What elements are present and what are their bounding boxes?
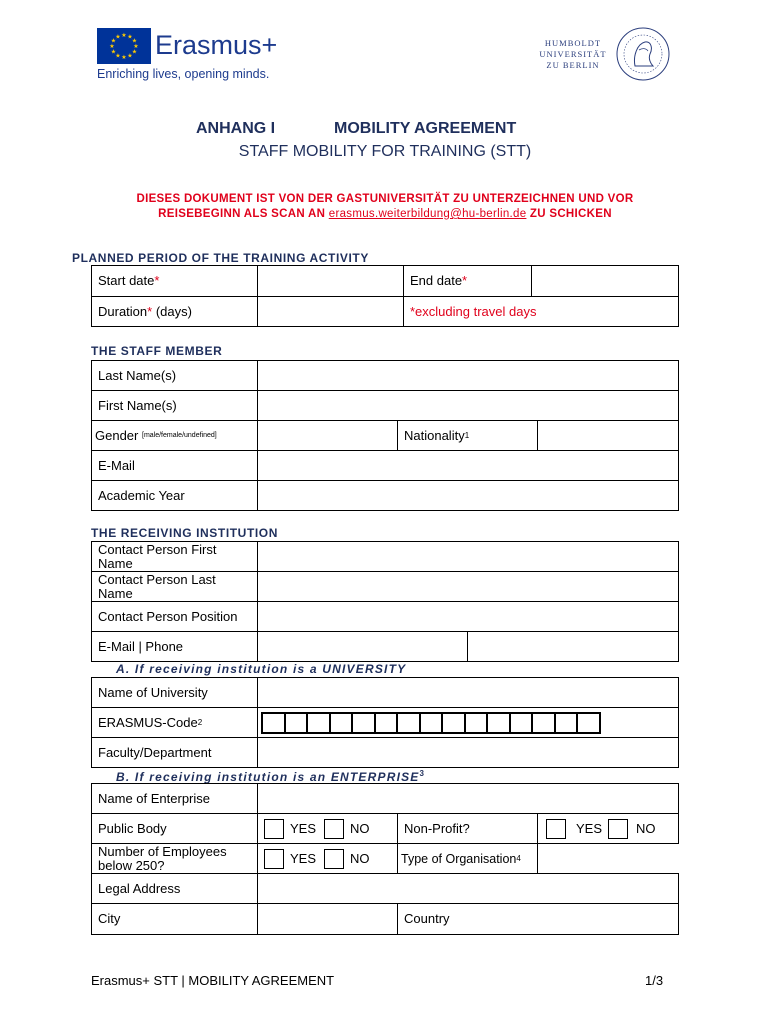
first-name-field[interactable] xyxy=(257,390,679,421)
svg-text:★: ★ xyxy=(133,43,139,50)
code-box[interactable] xyxy=(466,714,489,732)
hu-line-1: HUMBOLDT xyxy=(544,38,602,48)
org-type-field[interactable] xyxy=(537,843,679,874)
cp-first-field[interactable] xyxy=(257,541,679,572)
code-box[interactable] xyxy=(263,714,286,732)
start-date-field[interactable] xyxy=(257,265,404,297)
receiving-heading: THE RECEIVING INSTITUTION xyxy=(91,526,279,540)
last-name-field[interactable] xyxy=(257,360,679,391)
gender-label: Gender [male/female/undefined] xyxy=(91,420,258,451)
hu-wordmark xyxy=(538,38,608,71)
hu-logo xyxy=(538,26,673,84)
svg-text:★: ★ xyxy=(115,33,121,41)
erasmus-code-label: ERASMUS-Code 2 xyxy=(91,707,258,738)
employees-no-label: NO xyxy=(350,850,370,866)
public-body-options xyxy=(257,813,398,844)
footnote-4: 4 xyxy=(516,853,521,863)
code-box[interactable] xyxy=(443,714,466,732)
faculty-label: Faculty/Department xyxy=(91,737,258,768)
code-box[interactable] xyxy=(286,714,309,732)
public-body-yes-label: YES xyxy=(290,820,317,836)
public-body-label: Public Body xyxy=(91,813,258,844)
university-heading: A. If receiving institution is a UNIVERSITY xyxy=(116,662,407,676)
title-mobility-agreement: MOBILITY AGREEMENT xyxy=(334,120,517,137)
legal-address-label: Legal Address xyxy=(91,873,258,904)
academic-year-field[interactable] xyxy=(257,480,679,511)
employees-no-checkbox[interactable] xyxy=(324,849,344,869)
city-field[interactable] xyxy=(257,903,398,935)
non-profit-no-checkbox[interactable] xyxy=(608,819,628,839)
svg-text:★: ★ xyxy=(110,48,117,56)
code-box[interactable] xyxy=(308,714,331,732)
public-body-no-label: NO xyxy=(350,820,370,836)
page-subtitle: STAFF MOBILITY FOR TRAINING (STT) xyxy=(238,143,532,160)
notice-line-1: DIESES DOKUMENT IST VON DER GASTUNIVERSITÄT ZU UNTERZEICHNEN UND VOR xyxy=(136,193,634,205)
svg-text:★: ★ xyxy=(131,48,138,56)
code-box[interactable] xyxy=(398,714,421,732)
hu-line-2: UNIVERSITÄT xyxy=(539,49,607,59)
nationality-field[interactable] xyxy=(537,420,679,451)
erasmus-tagline: Enriching lives, opening minds. xyxy=(97,67,270,81)
code-box[interactable] xyxy=(376,714,399,732)
enterprise-heading: B. If receiving institution is an ENTERPRISE$^3$ xyxy=(116,769,426,784)
eu-flag-icon xyxy=(97,28,151,64)
email-field[interactable] xyxy=(257,450,679,481)
page-number: 1/3 xyxy=(645,973,664,988)
academic-year-label: Academic Year xyxy=(91,480,258,511)
code-box[interactable] xyxy=(533,714,556,732)
non-profit-no-label: NO xyxy=(636,820,656,836)
duration-field[interactable] xyxy=(257,296,404,327)
code-box[interactable] xyxy=(353,714,376,732)
employees-label: Number of Employees below 250? xyxy=(91,843,258,874)
country-label: Country xyxy=(397,903,538,935)
end-date-label: End date * xyxy=(403,265,532,297)
first-name-label: First Name(s) xyxy=(91,390,258,421)
erasmus-code-row xyxy=(257,707,679,738)
code-box[interactable] xyxy=(556,714,579,732)
org-type-label: Type of Organisation 4 xyxy=(397,843,538,874)
code-box[interactable] xyxy=(578,714,599,732)
staff-heading: THE STAFF MEMBER xyxy=(91,344,223,358)
faculty-field[interactable] xyxy=(257,737,679,768)
cp-position-field[interactable] xyxy=(257,601,679,632)
university-name-field[interactable] xyxy=(257,677,679,708)
start-date-label: Start date * xyxy=(91,265,258,297)
hu-line-3: ZU BERLIN xyxy=(546,60,600,70)
erasmus-code-boxes[interactable] xyxy=(261,712,601,734)
footnote-2: 2 xyxy=(197,717,203,727)
hu-seal-icon xyxy=(615,26,671,82)
enterprise-name-label: Name of Enterprise xyxy=(91,783,258,814)
cp-last-field[interactable] xyxy=(257,571,679,602)
cp-first-label: Contact Person First Name xyxy=(91,541,258,572)
svg-text:★: ★ xyxy=(115,52,121,60)
notice-email-link[interactable]: erasmus.weiterbildung@hu-berlin.de xyxy=(328,208,527,220)
notice-prefix: REISEBEGINN ALS SCAN AN xyxy=(158,208,326,220)
svg-text:★: ★ xyxy=(121,32,127,39)
phone-field-receiving[interactable] xyxy=(467,631,679,662)
cp-position-label: Contact Person Position xyxy=(91,601,258,632)
svg-text:★: ★ xyxy=(109,43,115,50)
email-label: E-Mail xyxy=(91,450,258,481)
non-profit-options xyxy=(537,813,679,844)
non-profit-yes-label: YES xyxy=(576,820,603,836)
svg-text:★: ★ xyxy=(131,37,138,45)
last-name-label: Last Name(s) xyxy=(91,360,258,391)
erasmus-logo xyxy=(97,28,297,84)
footer-title: Erasmus+ STT | MOBILITY AGREEMENT xyxy=(91,973,335,988)
duration-label: Duration * (days) xyxy=(91,296,258,327)
nationality-label: Nationality 1 xyxy=(397,420,538,451)
period-heading: PLANNED PERIOD OF THE TRAINING ACTIVITY xyxy=(72,251,369,265)
employees-yes-checkbox[interactable] xyxy=(264,849,284,869)
end-date-field[interactable] xyxy=(531,265,679,297)
title-anhang: ANHANG I xyxy=(196,120,276,137)
employees-options xyxy=(257,843,398,874)
gender-field[interactable] xyxy=(257,420,398,451)
university-name-label: Name of University xyxy=(91,677,258,708)
employees-yes-label: YES xyxy=(290,850,317,866)
notice-line-2 xyxy=(0,208,770,220)
public-body-yes-checkbox[interactable] xyxy=(264,819,284,839)
svg-text:★: ★ xyxy=(127,33,133,41)
cp-last-label: Contact Person Last Name xyxy=(91,571,258,602)
gender-hint: [male/female/undefined] xyxy=(142,431,217,439)
email-field-receiving[interactable] xyxy=(257,631,468,662)
notice-suffix: ZU SCHICKEN xyxy=(529,208,612,220)
code-box[interactable] xyxy=(488,714,511,732)
legal-address-field[interactable] xyxy=(257,873,679,904)
country-field[interactable] xyxy=(537,903,679,935)
city-label: City xyxy=(91,903,258,935)
footnote-3: 3 xyxy=(419,769,426,778)
excluding-travel-note: *excluding travel days xyxy=(403,296,679,327)
public-body-no-checkbox[interactable] xyxy=(324,819,344,839)
non-profit-yes-checkbox[interactable] xyxy=(546,819,566,839)
svg-text:★: ★ xyxy=(110,37,117,45)
footnote-1: 1 xyxy=(464,430,470,440)
code-box[interactable] xyxy=(421,714,444,732)
svg-text:★: ★ xyxy=(121,54,127,61)
erasmus-name: Erasmus+ xyxy=(155,30,278,60)
code-box[interactable] xyxy=(331,714,354,732)
email-phone-label: E-Mail | Phone xyxy=(91,631,258,662)
code-box[interactable] xyxy=(511,714,534,732)
svg-text:★: ★ xyxy=(127,52,133,60)
non-profit-label: Non-Profit? xyxy=(397,813,538,844)
enterprise-name-field[interactable] xyxy=(257,783,679,814)
